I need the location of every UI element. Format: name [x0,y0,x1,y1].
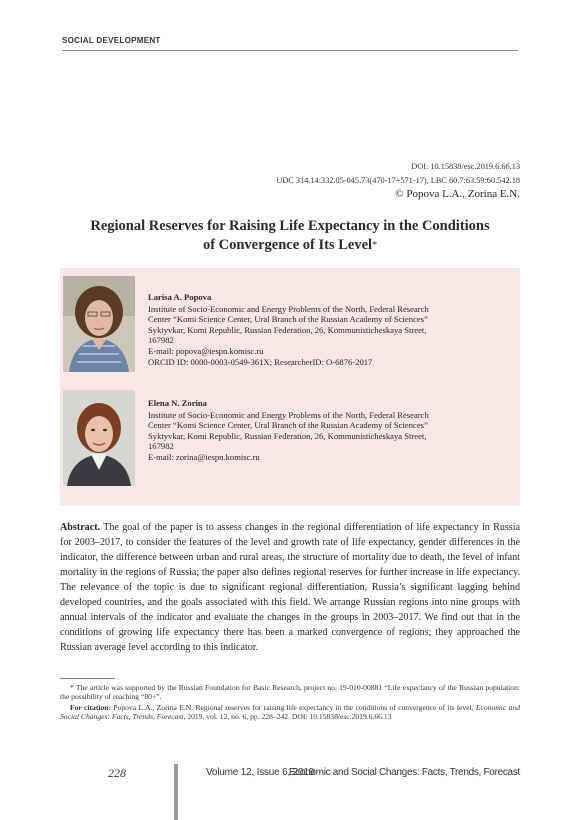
page-number: 228 [108,766,126,780]
title-footnote-mark: * [372,240,378,251]
footer-volume: Volume 12, Issue 6, 2019 [206,767,315,778]
citation-label: For citation: [70,703,112,712]
citation-footnote [60,703,520,722]
author-photo [63,390,135,486]
funding-footnote: * The article was supported by the Russian Foundation for Basic Research, project no. 19-010-00881 “Life expectancy of the Russian population: the possibility of reaching “80+”. [60,683,520,702]
footer-journal: Economic and Social Changes: Facts, Trends, Forecast [288,767,520,778]
author-info [148,292,514,367]
citation-journal: Economic and Social Changes: Facts, Trends, Forecast [60,703,521,722]
author-name: Larisa A. Popova [148,292,212,302]
abstract-label: Abstract. [60,522,101,533]
footer-divider [174,764,178,820]
author-affiliation-line: Institute of Socio-Economic and Energy Problems of the North, Federal Research [148,303,429,314]
section-label: SOCIAL DEVELOPMENT [62,36,161,45]
copyright-line: © Popova L.A., Zorina E.N. [395,188,520,200]
abstract-text: The goal of the paper is to assess changes in the regional differentiation of life expectancy in Russia for 2003–2017, to consider the features of the level and growth rate of life expectancy, gender differences in the indicator, the difference between urban and rural areas, the structure of mortality due to death, the level of infant mortality in the regions of Russia; the paper also defines regional reserves for further increase in life expectancy. The relevance of the topic is due to significant regional differentiation, Russia’s significant lagging behind developed countries, and the goals associated with this field. We arrange Russian regions into nine groups with annual intervals of the indicator and evaluate the changes in the groups in 2003–2017. We find out that in the conditions of growing life expectancy there has been a marked convergence of regions; they approached the Russian average level according to this indicator. [60,522,521,653]
author-email: E-mail: zorina@iespn.komisc.ru [148,451,260,462]
header-divider [62,50,518,51]
doi-line: DOI: 10.15838/esc.2019.6.66.13 [411,162,520,171]
udc-line: UDC 314.14:332.05-045.73(470-17+571-17), LBC 60.7:63.59:60.542.18 [276,176,520,185]
author-affiliation-line: Center “Komi Science Center, Ural Branch of the Russian Academy of Sciences” [148,420,428,431]
author-email: E-mail: popova@iespn.komisc.ru [148,345,264,356]
article-title [60,217,520,255]
author-address-line: Syktyvkar, Komi Republic, Russian Federation, 26, Kommunisticheskaya Street, [148,324,427,335]
author-affiliation-line: Center “Komi Science Center, Ural Branch of the Russian Academy of Sciences” [148,314,428,325]
author-postcode: 167982 [148,441,174,452]
title-line-1: Regional Reserves for Raising Life Expectancy in the Conditions [90,218,490,234]
authors-panel [60,268,520,506]
author-photo [63,276,135,372]
abstract [60,520,520,655]
citation-text: Popova L.A., Zorina E.N. Regional reserves for raising life expectancy in the conditions of convergence of its level. [113,703,474,712]
author-info [148,398,514,463]
author-postcode: 167982 [148,335,174,346]
author-affiliation-line: Institute of Socio-Economic and Energy Problems of the North, Federal Research [148,409,429,420]
author-address-line: Syktyvkar, Komi Republic, Russian Federation, 26, Kommunisticheskaya Street, [148,430,427,441]
footnote-divider [60,678,115,679]
title-line-2: of Convergence of Its Level [202,237,373,253]
author-name: Elena N. Zorina [148,398,207,408]
citation-tail: , 2019, vol. 12, no. 6, pp. 228–242. DOI: 10.15838/esc.2019.6.66.13 [183,712,392,722]
author-orcid: ORCID ID: 0000-0003-0549-361X; ResearcherID: O-6876-2017 [148,356,373,367]
